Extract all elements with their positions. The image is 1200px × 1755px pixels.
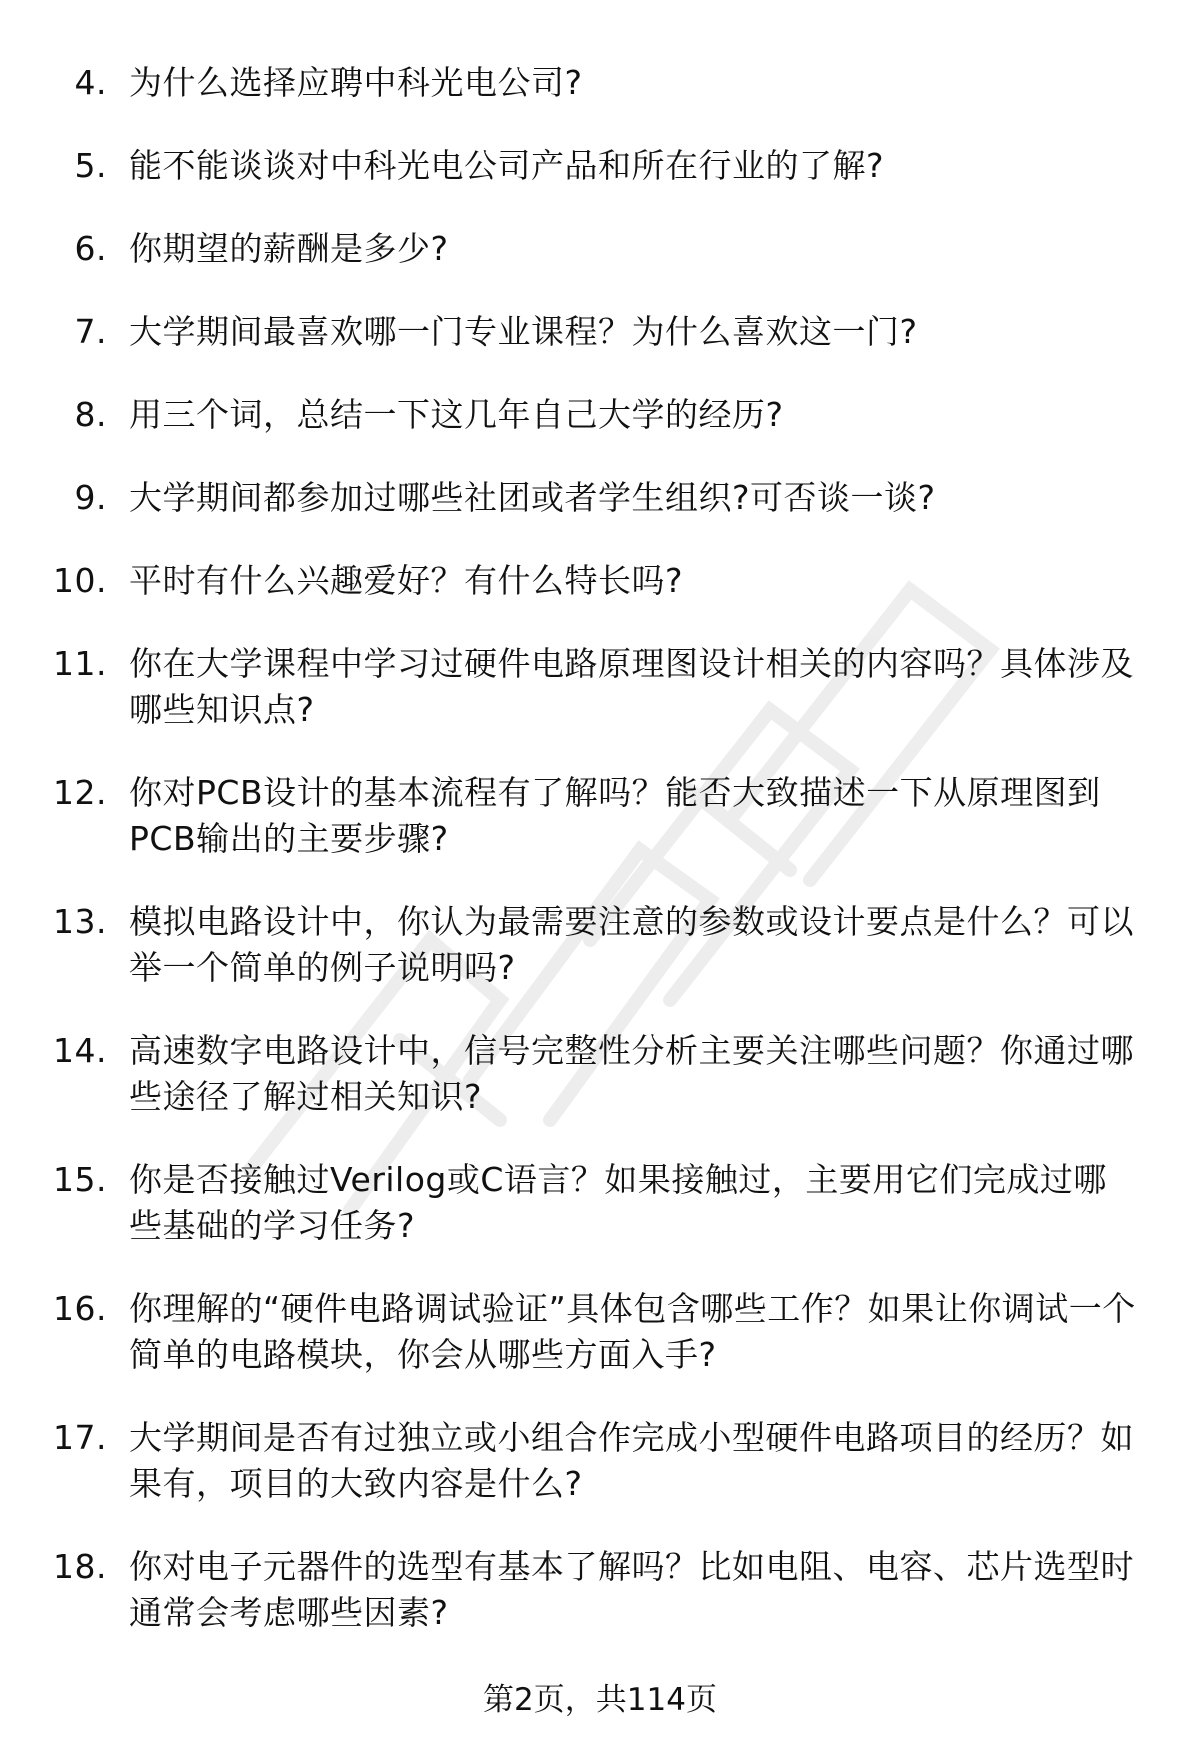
question-text: 你在大学课程中学习过硬件电路原理图设计相关的内容吗？具体涉及哪些知识点? <box>129 644 1134 729</box>
question-text: 你对电子元器件的选型有基本了解吗？比如电阻、电容、芯片选型时通常会考虑哪些因素? <box>129 1547 1134 1632</box>
question-item <box>0 641 1200 733</box>
question-item <box>0 309 1200 355</box>
question-number: 17. <box>53 1418 107 1457</box>
question-number: 18. <box>53 1547 107 1586</box>
question-item <box>0 143 1200 189</box>
question-number: 4. <box>74 63 107 102</box>
question-number: 14. <box>53 1031 107 1070</box>
question-item <box>0 899 1200 991</box>
question-item <box>0 1157 1200 1249</box>
page-number: 第2页，共114页 <box>483 1682 717 1718</box>
question-text: 能不能谈谈对中科光电公司产品和所在行业的了解? <box>129 146 885 185</box>
question-text: 你是否接触过Verilog或C语言？如果接触过，主要用它们完成过哪些基础的学习任务? <box>129 1160 1107 1245</box>
question-number: 7. <box>74 312 107 351</box>
question-number: 11. <box>53 644 107 683</box>
question-text: 平时有什么兴趣爱好？有什么特长吗? <box>129 561 684 600</box>
question-item <box>0 226 1200 272</box>
question-number: 5. <box>74 146 107 185</box>
question-text: 模拟电路设计中，你认为最需要注意的参数或设计要点是什么？可以举一个简单的例子说明吗? <box>129 902 1134 987</box>
question-item <box>0 1415 1200 1507</box>
question-number: 6. <box>74 229 107 268</box>
question-text: 用三个词，总结一下这几年自己大学的经历? <box>129 395 784 434</box>
question-item <box>0 1286 1200 1378</box>
question-item <box>0 60 1200 106</box>
question-list <box>0 60 1200 1673</box>
question-number: 16. <box>53 1289 107 1328</box>
question-text: 大学期间都参加过哪些社团或者学生组织?可否谈一谈? <box>129 478 936 517</box>
question-text: 大学期间是否有过独立或小组合作完成小型硬件电路项目的经历？如果有，项目的大致内容是什么? <box>129 1418 1134 1503</box>
question-number: 10. <box>53 561 107 600</box>
question-text: 高速数字电路设计中，信号完整性分析主要关注哪些问题？你通过哪些途径了解过相关知识? <box>129 1031 1134 1116</box>
question-text: 你期望的薪酬是多少? <box>129 229 449 268</box>
question-number: 9. <box>74 478 107 517</box>
question-item <box>0 1544 1200 1636</box>
question-text: 为什么选择应聘中科光电公司? <box>129 63 583 102</box>
question-item <box>0 770 1200 862</box>
question-text: 大学期间最喜欢哪一门专业课程？为什么喜欢这一门? <box>129 312 918 351</box>
question-text: 你理解的“硬件电路调试验证”具体包含哪些工作？如果让你调试一个简单的电路模块，你会从哪些方面入手? <box>129 1289 1136 1374</box>
question-text: 你对PCB设计的基本流程有了解吗？能否大致描述一下从原理图到PCB输出的主要步骤? <box>129 773 1101 858</box>
question-item <box>0 1028 1200 1120</box>
question-item <box>0 558 1200 604</box>
question-number: 12. <box>53 773 107 812</box>
question-number: 13. <box>53 902 107 941</box>
question-item <box>0 475 1200 521</box>
question-number: 15. <box>53 1160 107 1199</box>
question-item <box>0 392 1200 438</box>
question-number: 8. <box>74 395 107 434</box>
